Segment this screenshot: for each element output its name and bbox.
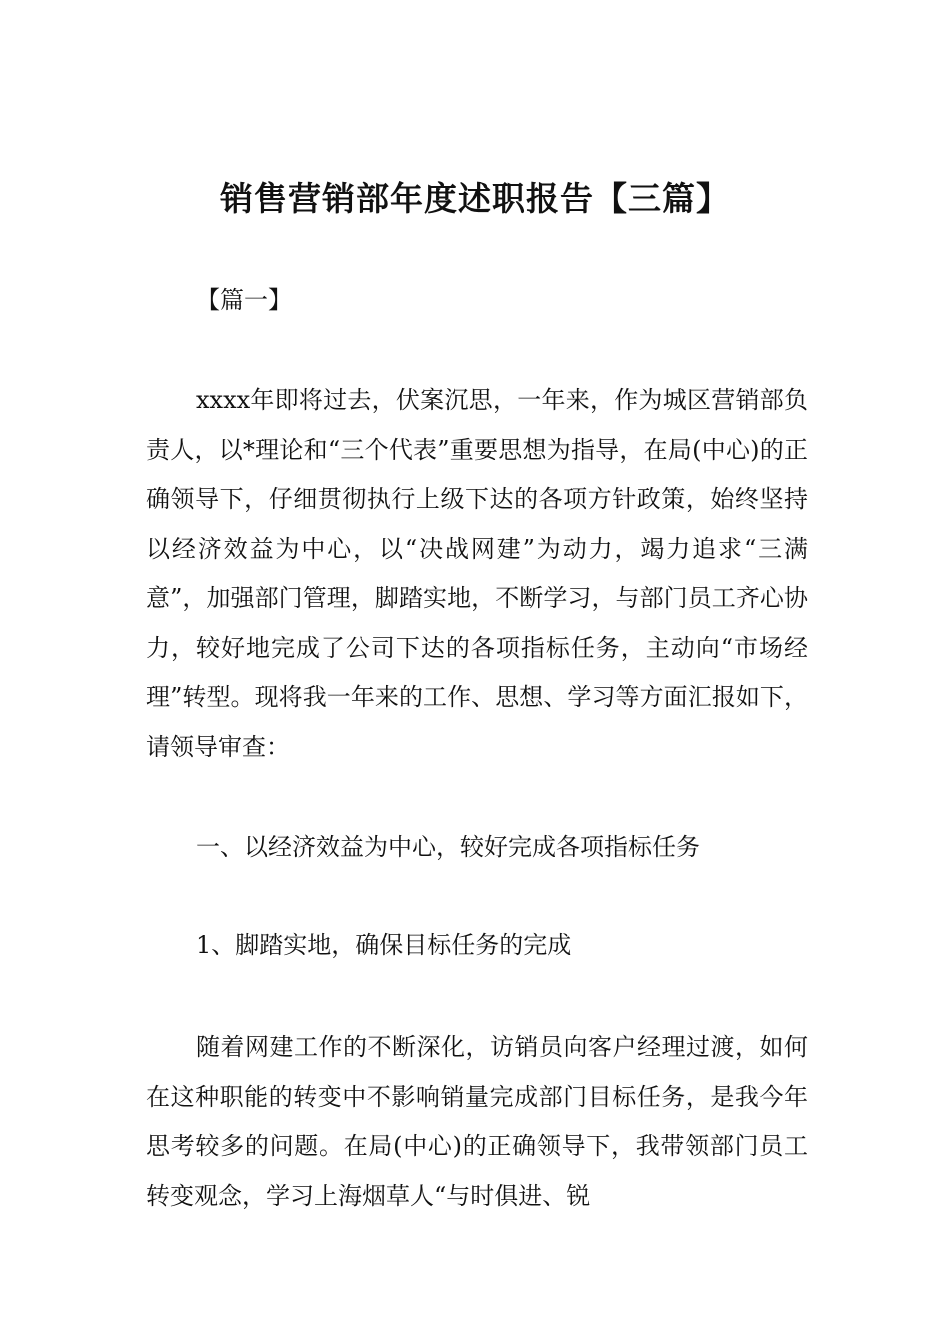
subsection-heading-1: 1、脚踏实地，确保目标任务的完成: [196, 931, 572, 959]
section-heading-1: 一、以经济效益为中心，较好完成各项指标任务: [196, 833, 700, 861]
section-label: 【篇一】: [196, 286, 292, 314]
document-title: 销售营销部年度述职报告【三篇】: [220, 179, 730, 218]
body-paragraph-1: xxxx年即将过去，伏案沉思，一年来，作为城区营销部负责人，以*理论和“三个代表”重要思想为指导，在局(中心)的正确领导下，仔细贯彻执行上级下达的各项方针政策，始终坚持以经济效益为中心，以“决战网建”为动力，竭力追求“三满意”，加强部门管理，脚踏实地，不断学习，与部门员工齐心协力，较好地完成了公司下达的各项指标任务，主动向“市场经理”转型。现将我一年来的工作、思想、学习等方面汇报如下，请领导审查：: [146, 386, 808, 761]
body-paragraph-2: 随着网建工作的不断深化，访销员向客户经理过渡，如何在这种职能的转变中不影响销量完成部门目标任务，是我今年思考较多的问题。在局(中心)的正确领导下，我带领部门员工转变观念，学习上海烟草人“与时俱进、锐: [146, 1033, 808, 1210]
